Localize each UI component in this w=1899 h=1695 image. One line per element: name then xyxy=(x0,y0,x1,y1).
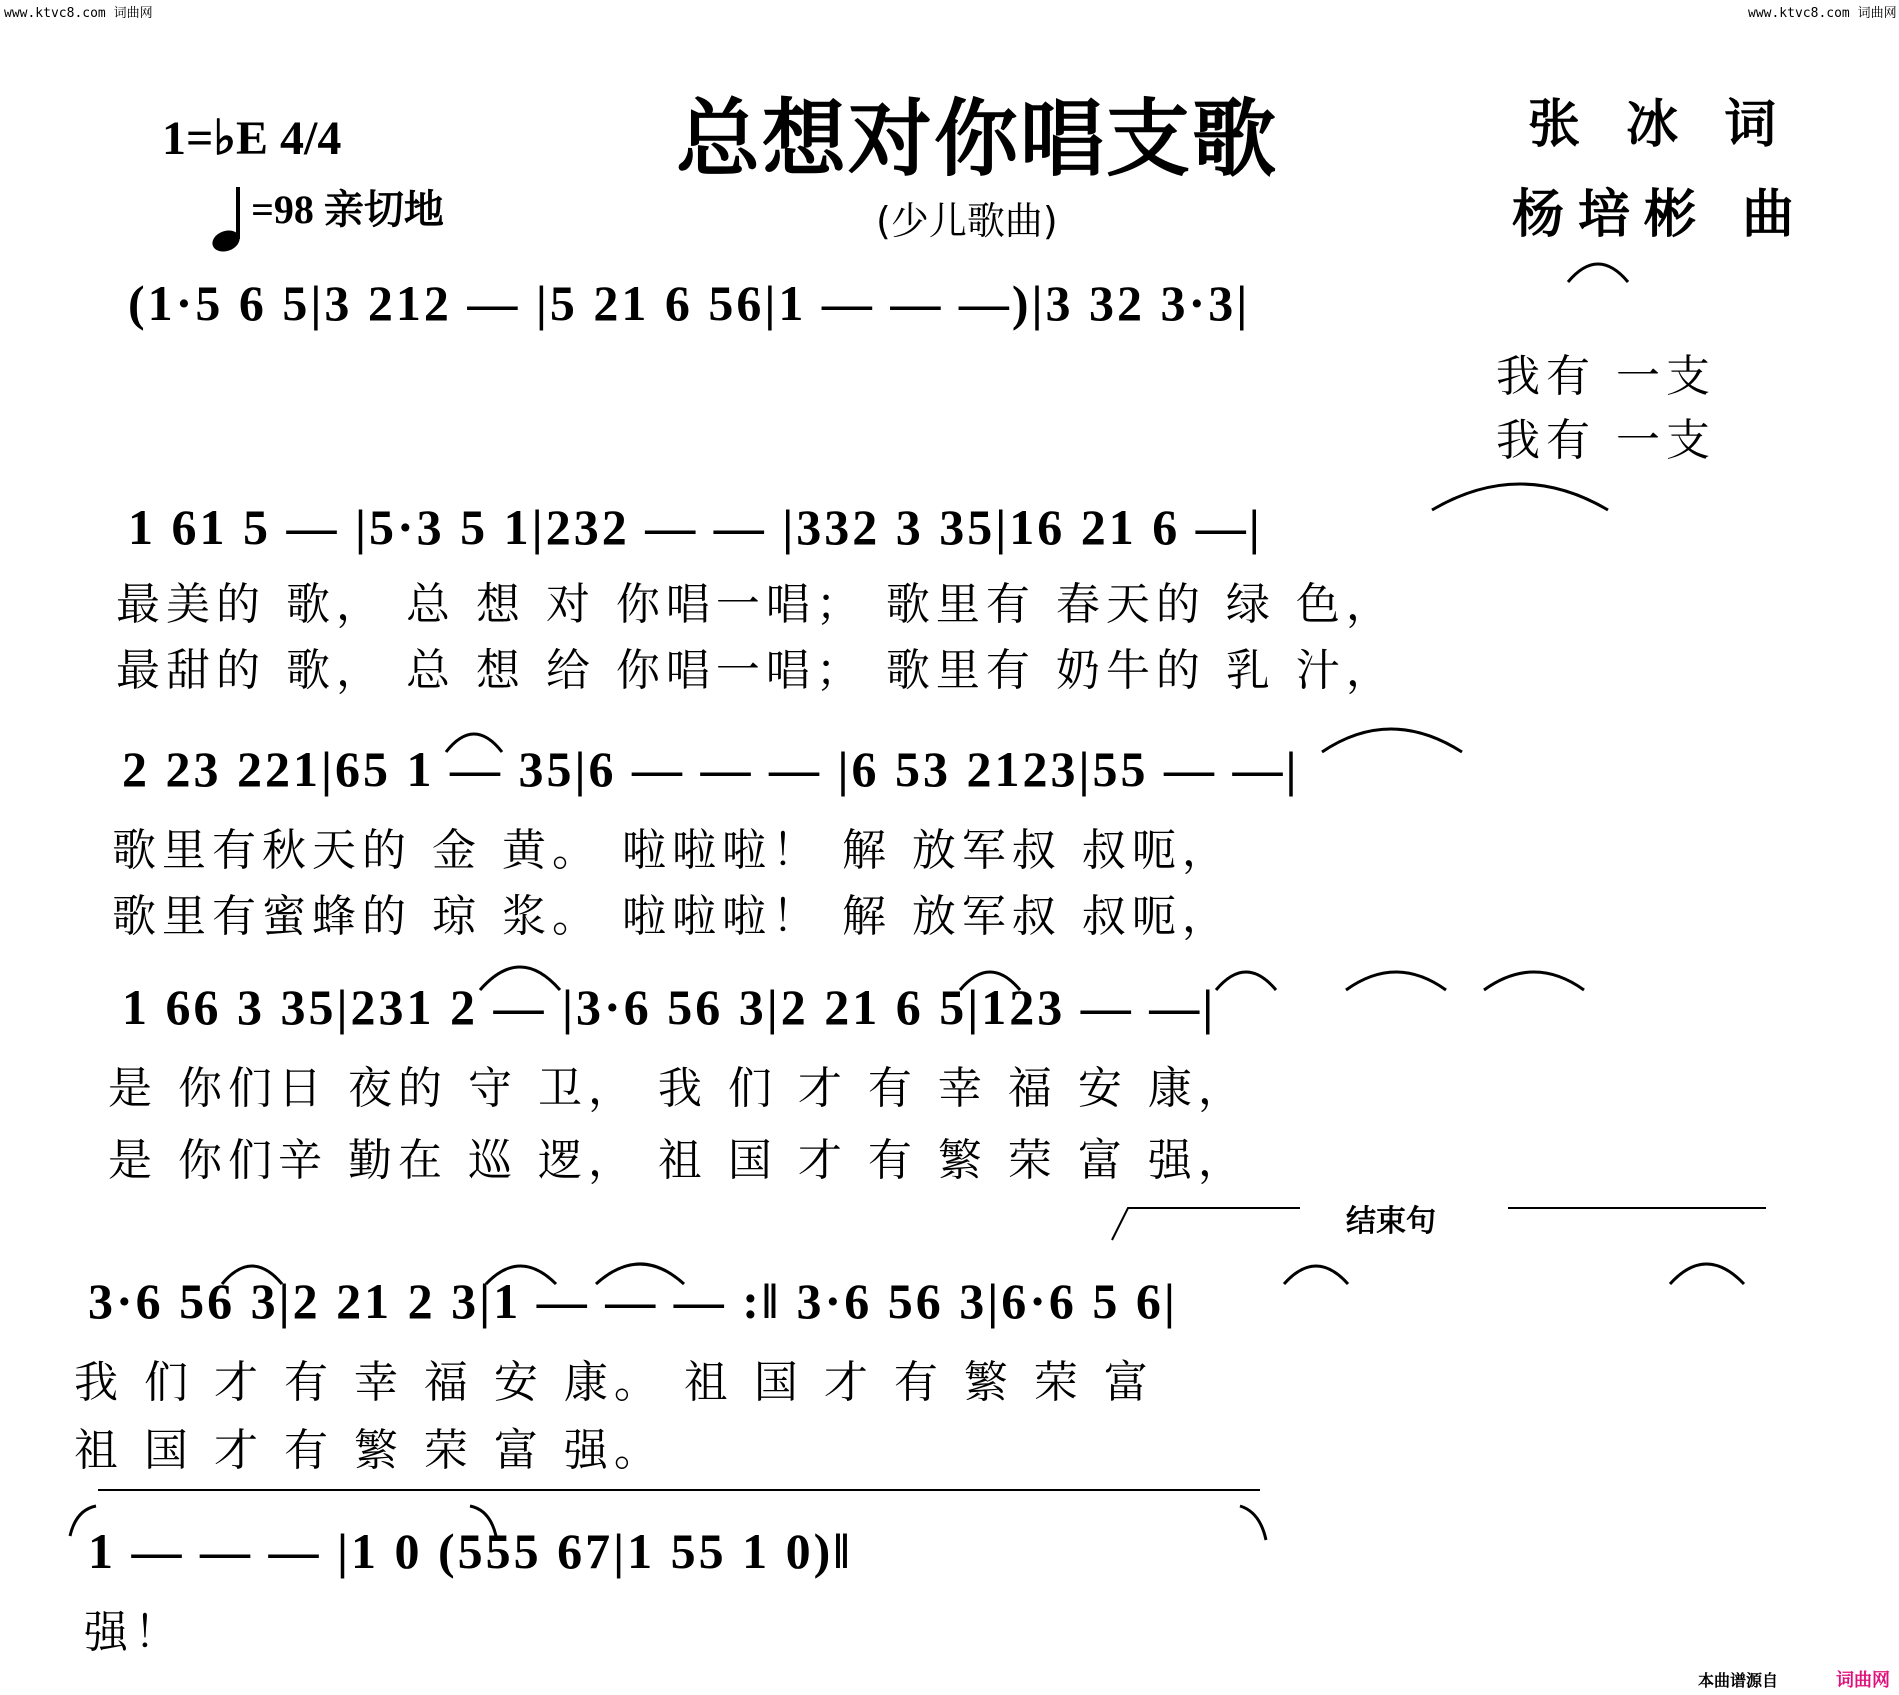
slur xyxy=(1322,729,1462,752)
notation-line-5: 3·6 56 3|2 21 2 3|1 — — — :‖ 3·6 56 3|6·6 5 6| xyxy=(88,1273,1178,1329)
slur xyxy=(1484,972,1584,990)
lyric-line-3a: 歌里有秋天的 金 黄。 啦啦啦！ 解 放军叔 叔呃， xyxy=(112,825,1232,876)
notation-line-6: 1 — — — |1 0 (555 67|1 55 1 0)‖ xyxy=(88,1523,853,1579)
lyricist-credit: 张 冰 词 xyxy=(1528,95,1791,155)
slur xyxy=(480,967,560,990)
slur xyxy=(596,1264,684,1284)
slur xyxy=(1216,972,1276,990)
slur xyxy=(1568,264,1628,282)
tempo-text: =98 亲切地 xyxy=(251,187,444,232)
lyric-line-1a: 我有 一支 xyxy=(1496,351,1716,402)
slur xyxy=(1240,1506,1266,1540)
slur xyxy=(1432,484,1608,510)
lyric-line-2b: 最甜的 歌， 总 想 给 你唱一唱； 歌里有 奶牛的 乳 汁， xyxy=(116,645,1396,696)
notation-line-4: 1 66 3 35|231 2 — |3·6 56 3|2 21 6 5|123 — —| xyxy=(122,979,1217,1035)
song-title: 总想对你唱支歌 xyxy=(676,90,1279,188)
ending-phrase-label: 结束句 xyxy=(1346,1204,1436,1239)
lyric-line-5a: 我 们 才 有 幸 福 安 康。 祖 国 才 有 繁 荣 富 xyxy=(74,1357,1154,1408)
watermark-left: www.ktvc8.com 词曲网 xyxy=(4,6,153,21)
song-subtitle: (少儿歌曲) xyxy=(876,199,1058,243)
footer-site-link[interactable]: 词曲网 xyxy=(1836,1670,1890,1691)
notation-line-1: (1·5 6 5|3 212 — |5 21 6 56|1 — — —)|3 32 3·3| xyxy=(128,275,1251,331)
lyric-line-2a: 最美的 歌， 总 想 对 你唱一唱； 歌里有 春天的 绿 色， xyxy=(116,579,1396,630)
slur xyxy=(222,1266,282,1284)
slur xyxy=(960,972,1020,990)
slur xyxy=(446,734,502,752)
slur xyxy=(70,1506,96,1536)
slur xyxy=(486,1266,556,1284)
watermark-right: www.ktvc8.com 词曲网 xyxy=(1748,6,1897,21)
lyric-line-3b: 歌里有蜜蜂的 琼 浆。 啦啦啦！ 解 放军叔 叔呃， xyxy=(112,891,1232,942)
composer-credit: 杨培彬 曲 xyxy=(1512,185,1809,245)
slur xyxy=(470,1506,496,1536)
lyric-line-5b: 祖 国 才 有 繁 荣 富 强。 xyxy=(74,1425,664,1476)
slur xyxy=(1346,972,1446,990)
slur xyxy=(1670,1264,1744,1284)
lyric-line-4a: 是 你们日 夜的 守 卫， 我 们 才 有 幸 福 安 康， xyxy=(108,1063,1248,1114)
lyric-line-6: 强！ xyxy=(84,1607,184,1658)
ending-bracket xyxy=(1112,1208,1300,1240)
notation-line-2: 1 61 5 — |5·3 5 1|232 — — |332 3 35|16 21 6 —| xyxy=(128,499,1263,555)
footer-note: 本曲谱源自 xyxy=(1698,1671,1779,1690)
lyric-line-4b: 是 你们辛 勤在 巡 逻， 祖 国 才 有 繁 荣 富 强， xyxy=(108,1135,1248,1186)
notation-line-3: 2 23 221|65 1 — 35|6 — — — |6 53 2123|55 — —| xyxy=(122,741,1300,797)
key-signature: 1=♭E 4/4 xyxy=(162,112,342,165)
lyric-line-1b: 我有 一支 xyxy=(1496,415,1716,466)
slur xyxy=(1284,1266,1348,1284)
